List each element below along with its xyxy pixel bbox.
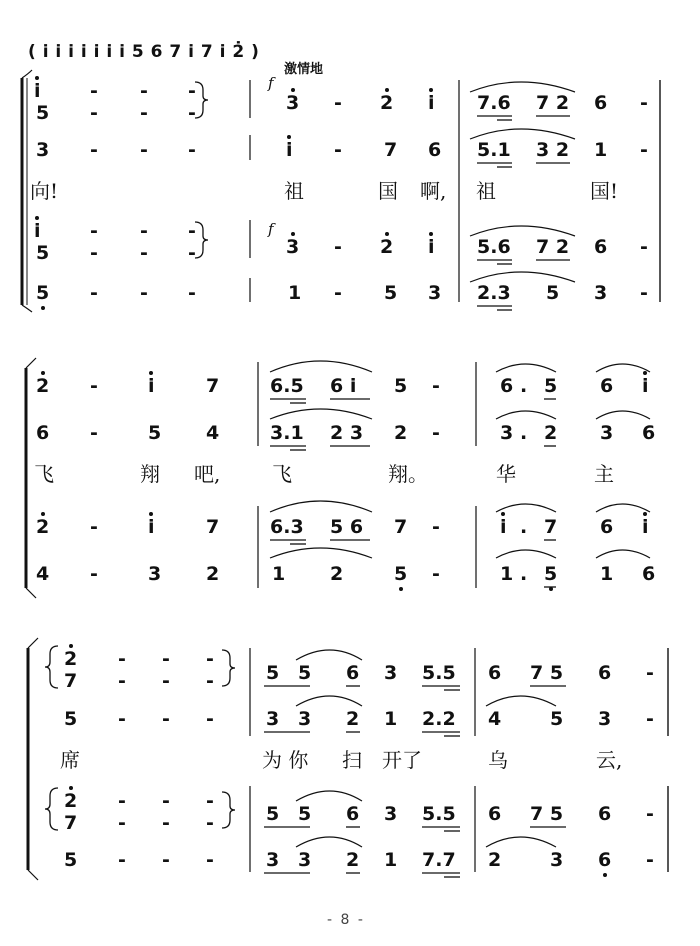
voice-brace — [195, 222, 208, 258]
dash: - — [188, 282, 196, 304]
note: 2 — [346, 849, 360, 871]
note: 3 — [598, 708, 612, 730]
dash: - — [118, 670, 126, 692]
note: 6 — [594, 92, 608, 114]
note: 5 — [298, 662, 312, 684]
lyric: 翔 — [140, 462, 160, 486]
note: 3 — [148, 563, 162, 585]
note: 2 — [64, 790, 78, 812]
dash: - — [90, 516, 98, 538]
slur — [470, 272, 575, 282]
slur — [296, 791, 362, 801]
note-group: 7 5 — [530, 803, 564, 825]
dash: - — [162, 670, 170, 692]
slur — [496, 411, 556, 419]
note: i — [500, 516, 507, 538]
note: i — [286, 139, 293, 161]
slur — [470, 226, 575, 236]
intro-phrase: ( i̇ i̇ i̇ i̇ i̇ i̇ i̇ 5 6 7 i̇ 7 i̇ 2̇ ) — [28, 42, 260, 62]
note-group: 6.3 — [270, 516, 304, 538]
note: 2 — [330, 563, 344, 585]
lyric: 飞 — [272, 462, 292, 486]
note: 4 — [36, 563, 50, 585]
note-group: 7 2 — [536, 92, 570, 114]
voice-brace — [222, 792, 235, 828]
note: 5 — [64, 849, 78, 871]
slur — [596, 504, 650, 512]
note: 3 — [36, 139, 50, 161]
note: 1 — [500, 563, 514, 585]
slur — [270, 361, 372, 372]
dash: - — [334, 236, 342, 258]
lyric: 祖 — [476, 179, 496, 203]
dash: - — [118, 812, 126, 834]
dash: - — [140, 102, 148, 124]
dash: - — [188, 220, 196, 242]
dash: - — [646, 849, 654, 871]
page-number: - 8 - — [327, 912, 365, 928]
slur — [486, 837, 556, 847]
note: i — [148, 516, 155, 538]
lyric: 啊, — [420, 179, 447, 203]
note: 2 — [64, 648, 78, 670]
slur — [486, 696, 556, 706]
note: 5 — [64, 708, 78, 730]
dash: - — [206, 670, 214, 692]
note: 7 — [384, 139, 398, 161]
lyric: 开了 — [382, 748, 422, 772]
note: 2 — [488, 849, 502, 871]
note: 5 — [394, 375, 408, 397]
note: 7 — [394, 516, 408, 538]
dash: - — [646, 803, 654, 825]
note-group: 3.1 — [270, 422, 304, 444]
note: 2 — [36, 516, 50, 538]
note: 5 — [266, 662, 280, 684]
note: 3 — [384, 662, 398, 684]
dot: . — [520, 375, 528, 397]
note: 5 — [546, 282, 560, 304]
note: i — [642, 516, 649, 538]
note: 6 — [488, 662, 502, 684]
note: 7 — [544, 516, 558, 538]
note: 3 — [266, 708, 280, 730]
dash: - — [188, 139, 196, 161]
note: 1 — [384, 849, 398, 871]
note: 6 — [594, 236, 608, 258]
note: 1 — [594, 139, 608, 161]
note: 3 — [500, 422, 514, 444]
dash: - — [640, 236, 648, 258]
dash: - — [90, 563, 98, 585]
slur — [496, 364, 556, 372]
note: 2 — [206, 563, 220, 585]
lyric: 国! — [590, 179, 619, 203]
dynamic-forte: f — [268, 74, 274, 92]
voice-brace — [195, 82, 208, 118]
note: 6 — [36, 422, 50, 444]
note: 2 — [380, 236, 394, 258]
dash: - — [90, 282, 98, 304]
dash: - — [162, 790, 170, 812]
note: 5 — [544, 375, 558, 397]
note: i — [428, 92, 435, 114]
dash: - — [188, 242, 196, 264]
note: 5 — [148, 422, 162, 444]
note-group: 5.6 — [477, 236, 511, 258]
dash: - — [140, 242, 148, 264]
dash: - — [90, 242, 98, 264]
note: 5 — [550, 708, 564, 730]
dash: - — [432, 375, 440, 397]
dot: . — [520, 563, 528, 585]
dash: - — [206, 812, 214, 834]
slur — [296, 650, 362, 660]
note-group: 2.2 — [422, 708, 456, 730]
dash: - — [90, 220, 98, 242]
bracket-hook — [28, 870, 38, 880]
voice-brace — [222, 650, 235, 686]
dash: - — [206, 790, 214, 812]
dash: - — [640, 139, 648, 161]
voice-brace — [45, 646, 58, 688]
note: 2 — [380, 92, 394, 114]
note: 7 — [64, 670, 78, 692]
dash: - — [140, 139, 148, 161]
slur — [270, 548, 372, 558]
lyric: 为 你 — [262, 748, 309, 772]
dash: - — [90, 102, 98, 124]
slur — [470, 82, 575, 92]
note: 2 — [346, 708, 360, 730]
note: 6 — [600, 375, 614, 397]
lyric: 主 — [594, 462, 614, 486]
note: 1 — [272, 563, 286, 585]
slur — [496, 504, 556, 512]
dash: - — [162, 648, 170, 670]
note: 6 — [346, 803, 360, 825]
note: 6 — [500, 375, 514, 397]
dash: - — [640, 92, 648, 114]
slur — [470, 129, 575, 139]
dash: - — [646, 708, 654, 730]
dash: - — [334, 282, 342, 304]
lyric: 飞 — [34, 462, 54, 486]
slur — [496, 550, 556, 558]
dash: - — [432, 422, 440, 444]
note: 5 — [544, 563, 558, 585]
dash: - — [90, 375, 98, 397]
slur — [296, 837, 362, 847]
lyric: 吧, — [194, 462, 221, 486]
note-group: 6 i — [330, 375, 357, 397]
dash: - — [206, 648, 214, 670]
note-group: 5.5 — [422, 662, 456, 684]
note-group: 6.5 — [270, 375, 304, 397]
bracket-hook — [22, 305, 32, 312]
dash: - — [432, 563, 440, 585]
note-group: 3 2 — [536, 139, 570, 161]
dash: - — [334, 92, 342, 114]
lyric: 乌 — [488, 748, 508, 772]
note: 3 — [384, 803, 398, 825]
lyric: 翔。 — [388, 462, 428, 486]
note-group: 5.5 — [422, 803, 456, 825]
dash: - — [162, 849, 170, 871]
dash: - — [188, 80, 196, 102]
note: i — [34, 80, 41, 102]
note: 3 — [428, 282, 442, 304]
note: i — [642, 375, 649, 397]
dash: - — [188, 102, 196, 124]
dash: - — [432, 516, 440, 538]
dash: - — [646, 662, 654, 684]
note: 2 — [394, 422, 408, 444]
note-group: 7.7 — [422, 849, 456, 871]
dynamic-forte: f — [268, 220, 274, 238]
dash: - — [118, 849, 126, 871]
note: 4 — [488, 708, 502, 730]
dash: - — [118, 648, 126, 670]
note: 6 — [428, 139, 442, 161]
note: 1 — [288, 282, 302, 304]
note: 6 — [598, 849, 612, 871]
note: 5 — [394, 563, 408, 585]
note: 6 — [598, 662, 612, 684]
dash: - — [118, 708, 126, 730]
lyric: 华 — [496, 462, 516, 486]
note: 7 — [206, 516, 220, 538]
bracket-hook — [26, 358, 36, 368]
note: 3 — [550, 849, 564, 871]
lyric: 席 — [60, 748, 80, 772]
dash: - — [162, 708, 170, 730]
note: 1 — [600, 563, 614, 585]
note: 6 — [642, 563, 656, 585]
slur — [270, 501, 372, 512]
bracket-hook — [22, 70, 32, 78]
lyric: 云, — [596, 748, 623, 772]
note: 3 — [298, 708, 312, 730]
note-group: 7.6 — [477, 92, 511, 114]
note: i — [34, 220, 41, 242]
dash: - — [90, 139, 98, 161]
note: 3 — [600, 422, 614, 444]
dash: - — [206, 849, 214, 871]
dash: - — [162, 812, 170, 834]
dash: - — [140, 220, 148, 242]
note: 5 — [298, 803, 312, 825]
bracket-hook — [26, 588, 36, 598]
dash: - — [140, 80, 148, 102]
note: 6 — [642, 422, 656, 444]
dot: . — [520, 516, 528, 538]
note: 7 — [64, 812, 78, 834]
lyric: 向! — [30, 179, 59, 203]
note: 3 — [286, 236, 300, 258]
note: 3 — [594, 282, 608, 304]
dash: - — [118, 790, 126, 812]
slur — [596, 364, 650, 372]
slur — [296, 696, 362, 706]
note-group: 7 5 — [530, 662, 564, 684]
slur — [596, 550, 650, 558]
note-group: 5 6 — [330, 516, 364, 538]
note-group: 2 3 — [330, 422, 364, 444]
note: 1 — [384, 708, 398, 730]
note: i — [428, 236, 435, 258]
lyric: 国 — [378, 179, 398, 203]
lyric: 扫 — [342, 748, 362, 772]
dash: - — [640, 282, 648, 304]
note: 2 — [544, 422, 558, 444]
note: 5 — [36, 282, 50, 304]
note: 7 — [206, 375, 220, 397]
slur — [270, 409, 372, 419]
note: 6 — [600, 516, 614, 538]
note: 4 — [206, 422, 220, 444]
note: 2 — [36, 375, 50, 397]
slur — [596, 411, 650, 419]
dash: - — [206, 708, 214, 730]
dot: . — [520, 422, 528, 444]
note: 5 — [36, 102, 50, 124]
note: i — [148, 375, 155, 397]
lyric: 祖 — [284, 179, 304, 203]
note: 6 — [598, 803, 612, 825]
tempo-marking: 激情地 — [284, 62, 324, 77]
note: 5 — [266, 803, 280, 825]
note: 5 — [384, 282, 398, 304]
note: 3 — [298, 849, 312, 871]
bracket-hook — [28, 638, 38, 648]
note-group: 2.3 — [477, 282, 511, 304]
note: 3 — [286, 92, 300, 114]
note: 6 — [488, 803, 502, 825]
dash: - — [90, 80, 98, 102]
voice-brace — [45, 788, 58, 830]
note: 5 — [36, 242, 50, 264]
dash: - — [334, 139, 342, 161]
note: 6 — [346, 662, 360, 684]
note: 3 — [266, 849, 280, 871]
note-group: 5.1 — [477, 139, 511, 161]
note-group: 7 2 — [536, 236, 570, 258]
dash: - — [90, 422, 98, 444]
dash: - — [140, 282, 148, 304]
